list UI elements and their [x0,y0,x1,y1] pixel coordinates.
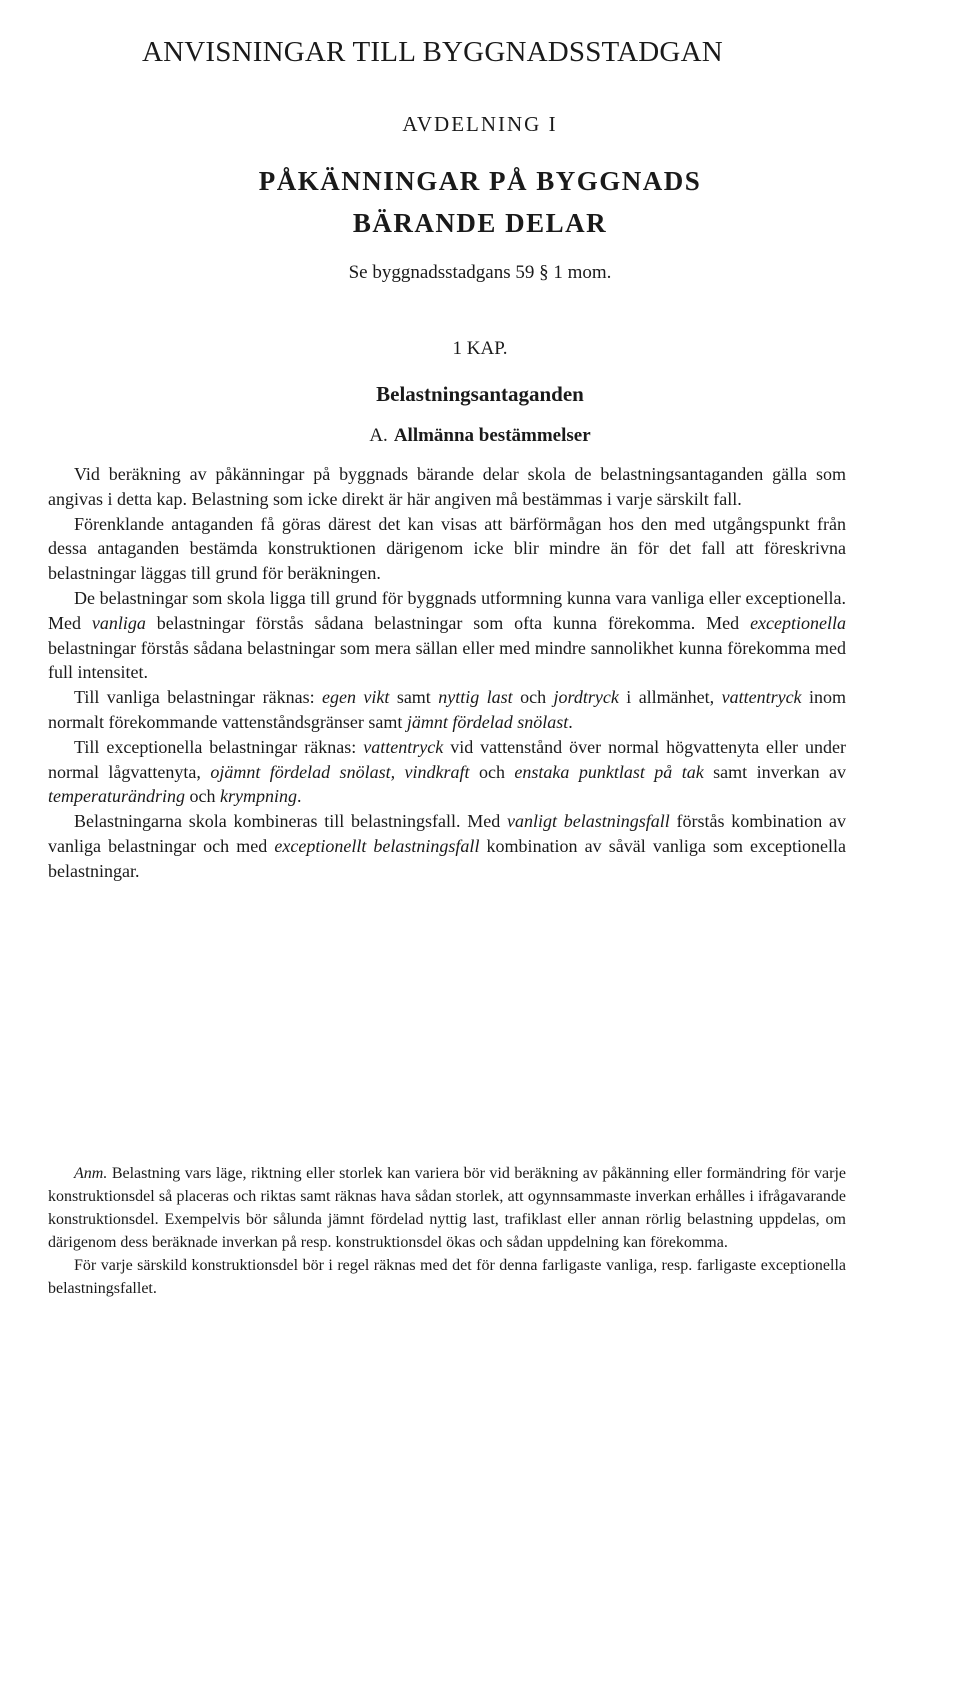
text-run: . [296,786,302,807]
paragraph-6 [48,809,846,883]
emphasis: jordtryck [553,687,619,708]
statute-reference: Se byggnadsstadgans 59 § 1 mom. [348,262,612,283]
emphasis: exceptionellt belastningsfall [274,835,480,856]
emphasis: exceptionella [750,612,847,633]
text-run: . [568,711,573,732]
section-heading: AVDELNING I [402,112,558,136]
text-run: och [469,761,515,782]
emphasis: temperaturändring [48,786,185,807]
paragraph-5 [48,735,846,809]
note-label: Anm. [74,1165,108,1182]
subsection-label: A. [369,425,388,446]
chapter-number: 1 KAP. [452,338,508,359]
text-run: belastningar förstås sådana belastningar som ofta kunna förekomma. Med [145,612,751,633]
emphasis: vanliga [91,612,146,633]
text-run: och [185,786,220,807]
emphasis: vattentryck [721,687,802,708]
emphasis: egen vikt [322,687,390,708]
text-run: samt inverkan av [703,761,847,782]
text-run: och [512,687,554,708]
paragraph-4 [48,685,846,735]
subsection-heading [0,425,960,447]
emphasis: ojämnt fördelad snölast, vindkraft [210,761,470,782]
note-paragraph-2: För varje särskild konstruktionsdel bör i regel räknas med det för denna farligaste vanliga, resp. farligaste exceptionella belastningsfallet. [48,1257,846,1297]
subsection-title: Allmänna bestämmelser [393,425,591,446]
chapter-title: Belastningsantaganden [376,382,584,406]
part-title [0,160,960,244]
text-run: inom normalt förekommande vattenståndsgränser samt [48,687,846,732]
note-block [48,1162,846,1300]
paragraph-2: Förenklande antaganden få göras därest det kan visas att bärförmågan hos den med utgångspunkt från dessa antaganden bestämda konstruktionen därigenom icke blir mindre än för det fall att föreskrivna belastningar läggas till grund för beräkningen. [48,513,846,584]
text-run: i allmänhet, [618,687,722,708]
text-run: Belastningarna skola kombineras till belastningsfall. Med [74,811,507,832]
emphasis: vanligt belastningsfall [506,811,670,832]
emphasis: enstaka punktlast på tak [514,761,704,782]
paragraph-3 [48,586,846,685]
note-text: Belastning vars läge, riktning eller storlek kan variera bör vid beräkning av påkänning eller formändring för varje konstruktionsdel så placeras och riktas samt räknas hava sådan storlek, att ogynnsammaste inverkan erhålles i ifrågavarande konstruktionsdel. Exempelvis bör sålunda jämnt fördelad nyttig last, trafiklast eller annan rörlig belastning uppdelas, om därigenom dess beräknade inverkan på resp. konstruktionsdel ökas och sådan uppdelning kan förekomma. [48,1165,846,1251]
note-paragraph-1 [48,1162,846,1254]
text-run: samt [389,687,439,708]
text-run: De belastningar som skola ligga till grund för byggnads utformning kunna vara vanliga eller exceptionella. Med [48,587,846,633]
text-run: Till exceptionella belastningar räknas: [74,736,364,757]
emphasis: jämnt fördelad snölast [406,711,569,732]
text-run: vid vattenstånd över normal högvattenyta eller under normal lågvattenyta, [48,736,847,782]
text-run: förstås kombination av vanliga belastningar och med [48,811,846,856]
emphasis: vattentryck [363,736,444,757]
part-title-line2: BÄRANDE DELAR [352,208,608,238]
paragraph-1: Vid beräkning av påkänningar på byggnads bärande delar skola de belastningsantaganden gälla som angivas i detta kap. Belastning som icke direkt är här angiven må bestämmas i varje särskilt fall. [48,464,846,509]
part-title-line1: PÅKÄNNINGAR PÅ BYGGNADS [258,166,702,196]
document-title: ANVISNINGAR TILL BYGGNADSSTADGAN [142,36,723,68]
emphasis: nyttig last [438,687,513,708]
text-run: belastningar förstås sådana belastningar som mera sällan eller med mindre sannolikhet kunna förekomma med full intensitet. [48,637,846,683]
emphasis: krympning [220,786,297,807]
text-run: Till vanliga belastningar räknas: [74,687,322,708]
text-run: kombination av såväl vanliga som exceptionella belastningar. [48,835,847,881]
body-text [48,462,846,884]
